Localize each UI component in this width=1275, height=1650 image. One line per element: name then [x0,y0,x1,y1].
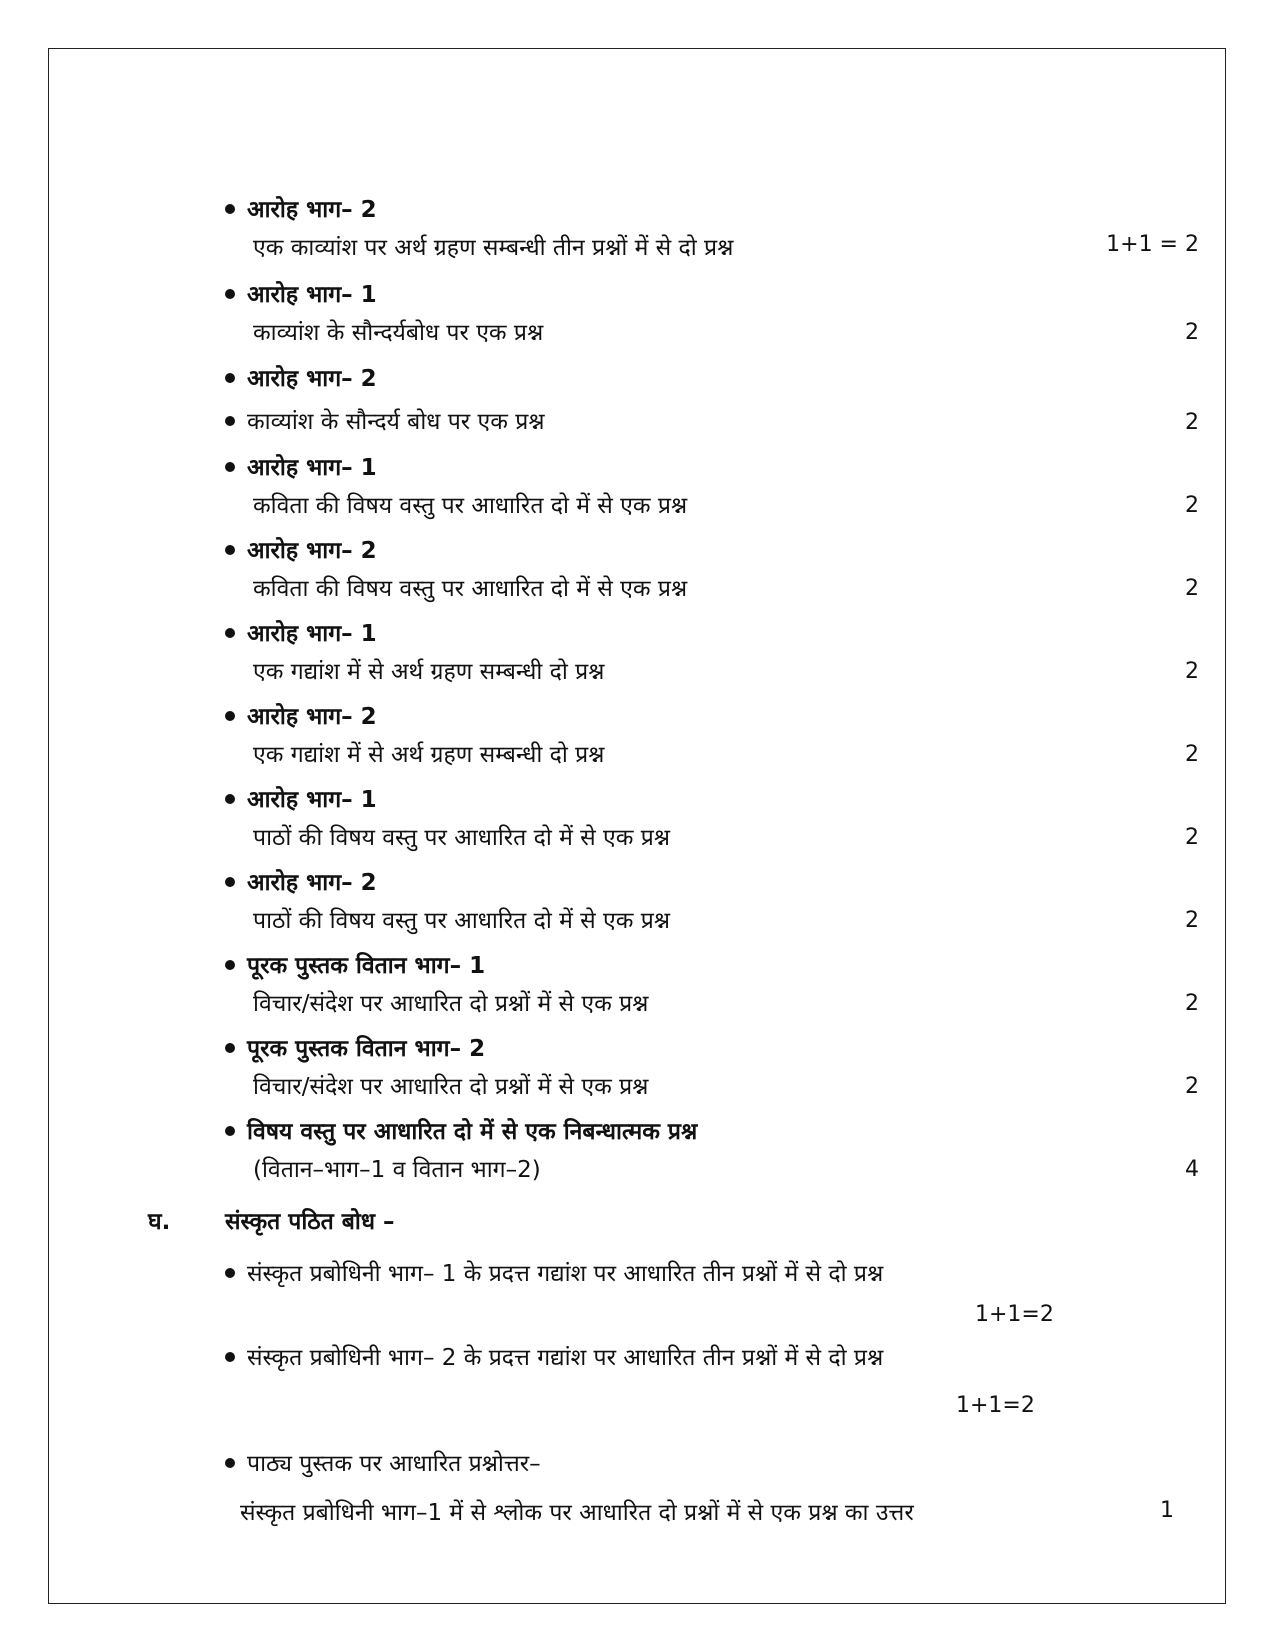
bullet-icon [225,1043,235,1053]
bullet-icon [225,462,235,472]
section-last-line: संस्कृत प्रबोधिनी भाग–1 में से श्लोक पर आधारित दो प्रश्नों में से एक प्रश्न का उत्तर [240,1500,914,1526]
item-heading: आरोह भाग– 2 [225,533,377,565]
section-letter: घ. [148,1209,171,1235]
item-heading: आरोह भाग– 1 [225,616,377,648]
item-heading: आरोह भाग– 1 [225,782,377,814]
item-description: पाठों की विषय वस्तु पर आधारित दो में से एक प्रश्न [253,908,671,934]
item-description: एक गद्यांश में से अर्थ ग्रहण सम्बन्धी दो प्रश्न [253,659,605,685]
item-marks: 2 [1185,1074,1199,1099]
bullet-icon [225,289,235,299]
item-heading: पूरक पुस्तक वितान भाग– 1 [225,948,485,980]
bullet-icon [225,373,235,383]
item-marks: 2 [1185,576,1199,601]
item-description: काव्यांश के सौन्दर्यबोध पर एक प्रश्न [253,320,544,346]
item-marks: 2 [1185,991,1199,1016]
item-heading: आरोह भाग– 2 [225,865,377,897]
item-heading: आरोह भाग– 2 [225,699,377,731]
bullet-icon [225,877,235,887]
item-description: (वितान–भाग–1 व वितान भाग–2) [253,1157,541,1183]
item-description: एक काव्यांश पर अर्थ ग्रहण सम्बन्धी तीन प्रश्नों में से दो प्रश्न [253,235,734,261]
item-heading: आरोह भाग– 2 [225,361,377,393]
item-description: विचार/संदेश पर आधारित दो प्रश्नों में से एक प्रश्न [253,991,649,1017]
bullet-icon [225,545,235,555]
item-heading: आरोह भाग– 2 [225,192,377,224]
item-marks: 4 [1185,1157,1199,1182]
bullet-icon [225,1458,235,1468]
item-heading: आरोह भाग– 1 [225,277,377,309]
item-heading: विषय वस्तु पर आधारित दो में से एक निबन्धात्मक प्रश्न [225,1114,697,1146]
item-marks: 1+1 = 2 [1106,232,1199,257]
item-marks: 2 [1185,493,1199,518]
item-description: एक गद्यांश में से अर्थ ग्रहण सम्बन्धी दो प्रश्न [253,742,605,768]
section-title: संस्कृत पठित बोध – [225,1209,395,1235]
bullet-icon [225,794,235,804]
bullet-icon [225,1268,235,1278]
section-point: पाठ्य पुस्तक पर आधारित प्रश्नोत्तर– [225,1446,541,1478]
item-description: पाठों की विषय वस्तु पर आधारित दो में से एक प्रश्न [253,825,671,851]
bullet-icon [225,628,235,638]
item-marks: 2 [1185,659,1199,684]
item-marks: 2 [1185,825,1199,850]
bullet-icon [225,711,235,721]
item-heading: पूरक पुस्तक वितान भाग– 2 [225,1031,485,1063]
item-description: विचार/संदेश पर आधारित दो प्रश्नों में से एक प्रश्न [253,1074,649,1100]
section-point: संस्कृत प्रबोधिनी भाग– 1 के प्रदत्त गद्यांश पर आधारित तीन प्रश्नों में से दो प्रश्न [225,1256,883,1288]
bullet-icon [225,416,235,426]
bullet-icon [225,1126,235,1136]
item-marks: 2 [1185,908,1199,933]
item-marks: 2 [1185,742,1199,767]
bullet-icon [225,960,235,970]
item-description: काव्यांश के सौन्दर्य बोध पर एक प्रश्न [225,404,545,436]
item-heading: आरोह भाग– 1 [225,450,377,482]
item-marks: 2 [1185,320,1199,345]
item-description: कविता की विषय वस्तु पर आधारित दो में से एक प्रश्न [253,576,688,602]
section-point-marks: 1+1=2 [956,1393,1035,1418]
section-last-marks: 1 [1160,1498,1174,1523]
item-marks: 2 [1185,410,1199,435]
bullet-icon [225,204,235,214]
section-point-marks: 1+1=2 [975,1302,1054,1327]
item-description: कविता की विषय वस्तु पर आधारित दो में से एक प्रश्न [253,493,688,519]
section-point: संस्कृत प्रबोधिनी भाग– 2 के प्रदत्त गद्यांश पर आधारित तीन प्रश्नों में से दो प्रश्न [225,1340,883,1372]
bullet-icon [225,1352,235,1362]
